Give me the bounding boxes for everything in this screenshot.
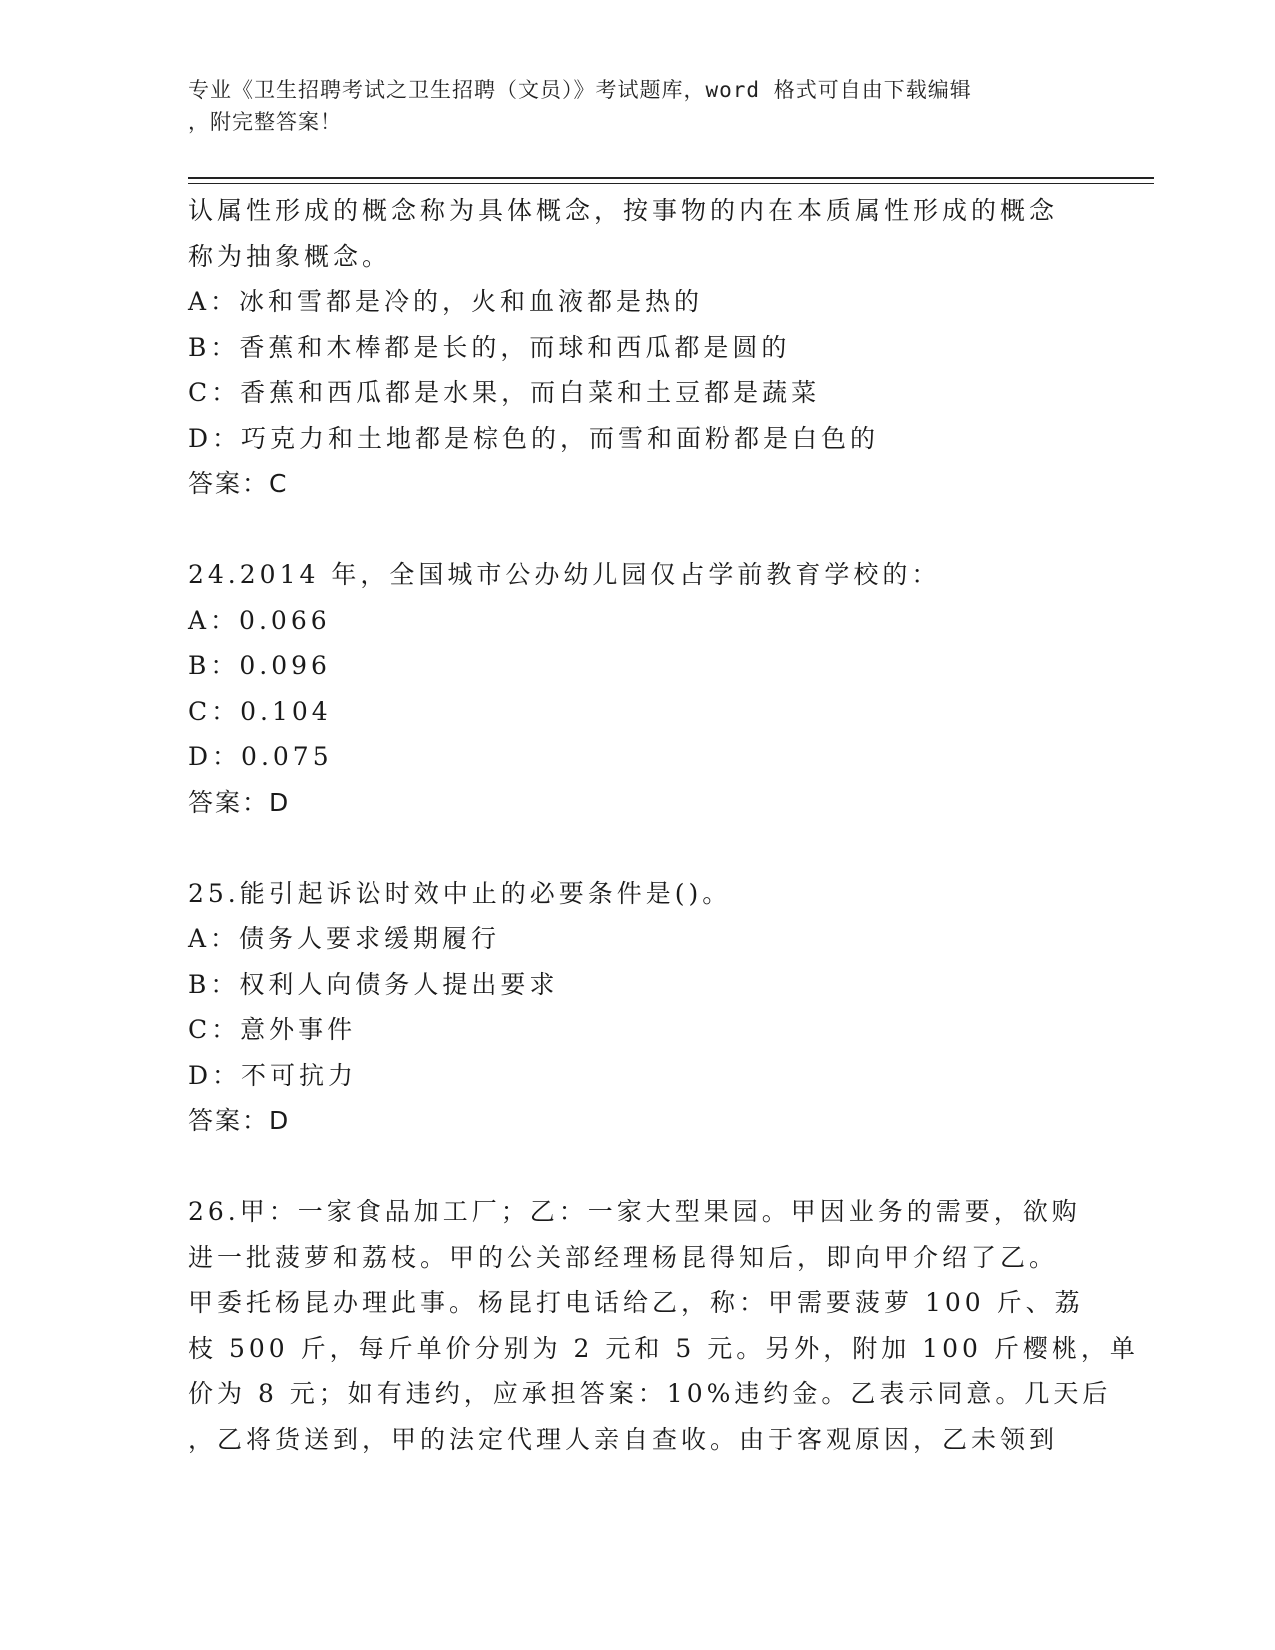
question-text-line: 枝 500 斤，每斤单价分别为 2 元和 5 元。另外，附加 100 斤樱桃，单	[188, 1333, 1139, 1363]
question-text-line: 认属性形成的概念称为具体概念，按事物的内在本质属性形成的概念	[188, 196, 1059, 225]
answer: 答案：D	[188, 787, 291, 817]
question-23	[188, 188, 1088, 507]
question-text-line: 26.甲：一家食品加工厂；乙：一家大型果园。甲因业务的需要，欲购	[188, 1197, 1081, 1226]
option-d: D：不可抗力	[188, 1060, 358, 1090]
header-rule-thick	[188, 177, 1154, 179]
spacer	[188, 1144, 1088, 1190]
option-a: A：0.066	[188, 605, 331, 635]
question-24	[188, 552, 1088, 825]
question-25	[188, 871, 1088, 1144]
option-c: C：意外事件	[188, 1015, 357, 1044]
option-d: D：巧克力和土地都是棕色的，而雪和面粉都是白色的	[188, 423, 880, 453]
question-text-line: ，乙将货送到，甲的法定代理人亲自查收。由于客观原因，乙未领到	[188, 1424, 1059, 1454]
option-c: C：0.104	[188, 696, 332, 726]
option-c: C：香蕉和西瓜都是水果，而白菜和土豆都是蔬菜	[188, 378, 821, 407]
answer: 答案：D	[188, 1106, 291, 1135]
option-b: B：香蕉和木棒都是长的，而球和西瓜都是圆的	[188, 332, 791, 362]
question-text-line: 价为 8 元；如有违约，应承担答案：10%违约金。乙表示同意。几天后	[188, 1379, 1112, 1408]
option-d: D：0.075	[188, 742, 333, 771]
option-a: A：债务人要求缓期履行	[188, 924, 501, 953]
spacer	[188, 507, 1088, 553]
question-text-line: 24.2014 年，全国城市公办幼儿园仅占学前教育学校的：	[188, 560, 941, 589]
option-b: B：权利人向债务人提出要求	[188, 969, 559, 999]
question-text-line: 25.能引起诉讼时效中止的必要条件是()。	[188, 878, 732, 908]
question-text-line: 称为抽象概念。	[188, 241, 392, 271]
header-rule-thin	[188, 183, 1154, 184]
document-body	[188, 188, 1139, 1462]
page-header	[188, 74, 1068, 138]
question-26	[188, 1189, 1139, 1462]
option-a: A：冰和雪都是冷的，火和血液都是热的	[188, 287, 704, 316]
header-line-2: ，附完整答案！	[188, 110, 342, 134]
question-text-line: 进一批菠萝和荔枝。甲的公关部经理杨昆得知后，即向甲介绍了乙。	[188, 1242, 1059, 1272]
answer: 答案：C	[188, 469, 289, 498]
header-line-1: 专业《卫生招聘考试之卫生招聘（文员）》考试题库，word 格式可自由下载编辑	[188, 78, 972, 102]
spacer	[188, 825, 1088, 871]
option-b: B：0.096	[188, 651, 331, 680]
question-text-line: 甲委托杨昆办理此事。杨昆打电话给乙，称：甲需要菠萝 100 斤、荔	[188, 1288, 1084, 1317]
